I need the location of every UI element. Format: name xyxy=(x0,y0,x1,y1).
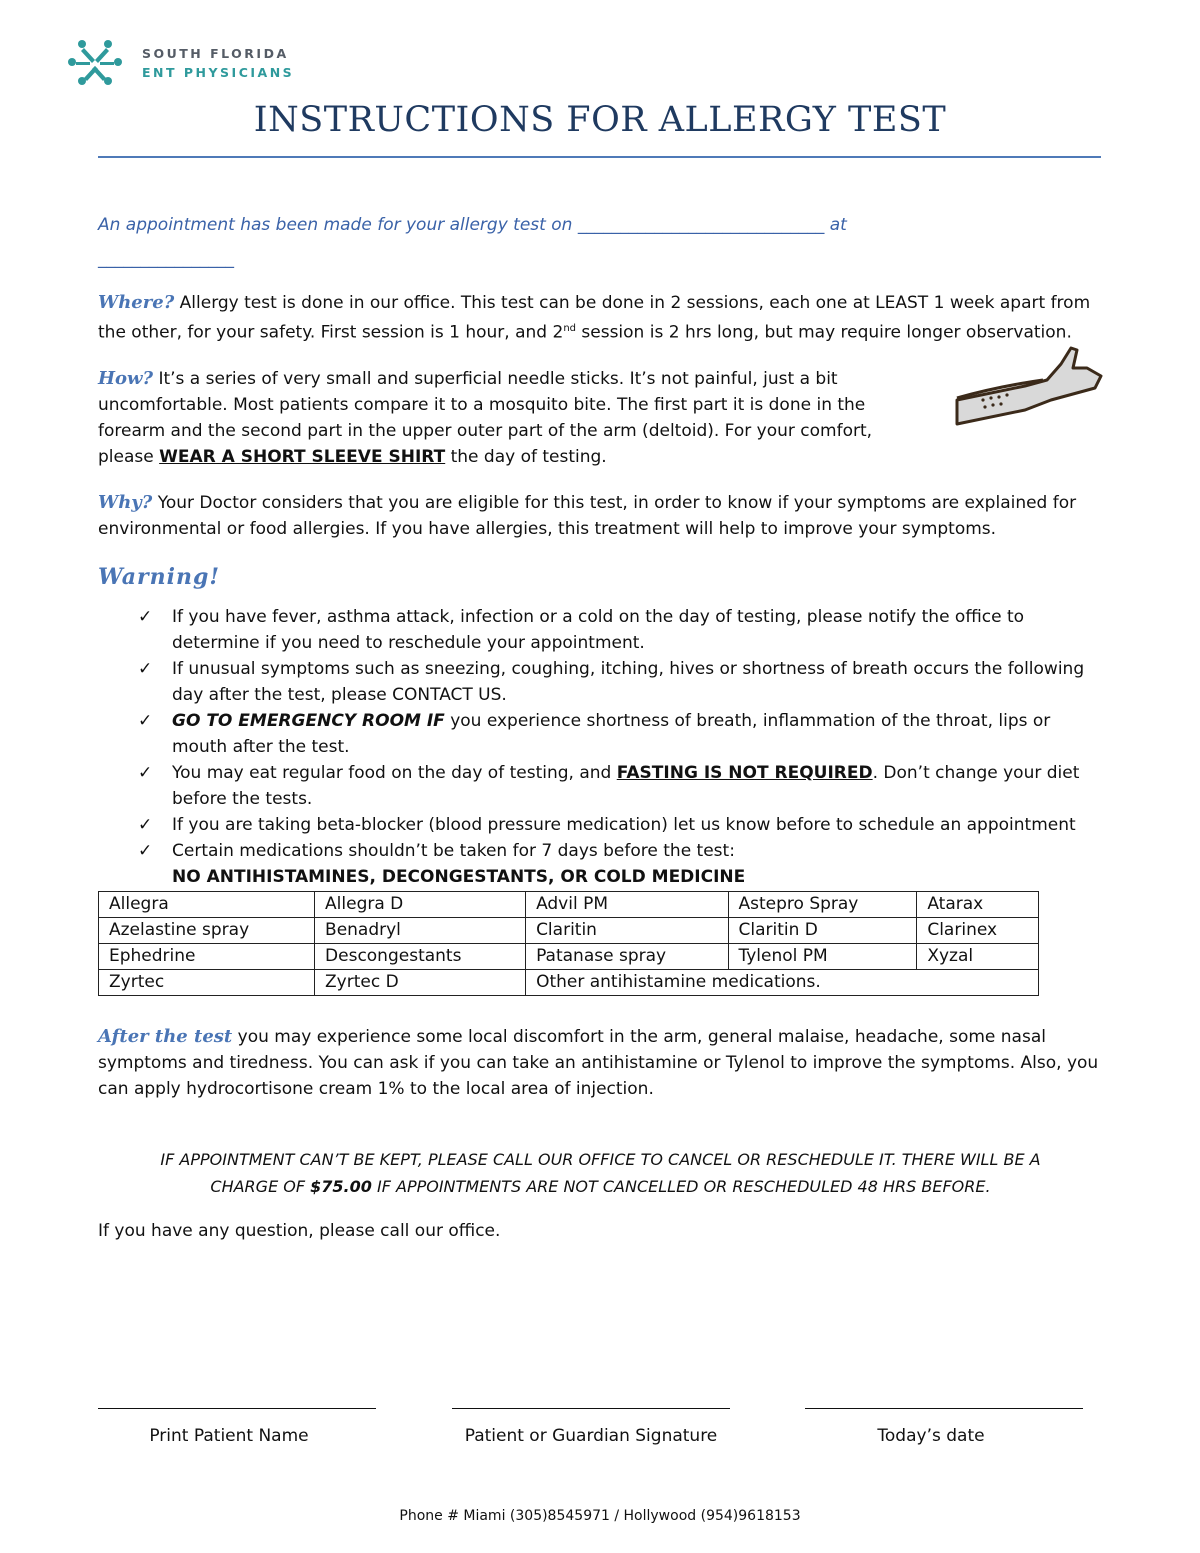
question-text: If you have any question, please call our office. xyxy=(98,1220,501,1241)
table-cell: Clarinex xyxy=(917,917,1039,943)
footer-phone: Phone # Miami (305)8545971 / Hollywood (954)9618153 xyxy=(399,1508,801,1524)
where-text-1: Allergy test is done in our office. This test can be done in 2 sessions, each one at LEAST 1 week apart from the other, for your safety. First session is 1 hour, and 2 xyxy=(98,293,1091,343)
notice-post: IF APPOINTMENTS ARE NOT CANCELLED OR RESCHEDULED 48 HRS BEFORE. xyxy=(371,1176,991,1196)
logo xyxy=(68,38,294,88)
table-cell: Ephedrine xyxy=(99,943,315,969)
appointment-date-blank: _____________________________ xyxy=(577,215,825,235)
print-name-label: Print Patient Name xyxy=(149,1426,309,1446)
how-label: How? xyxy=(98,367,154,389)
appointment-time-blank: ________________ xyxy=(98,249,234,269)
warning-item-2: If unusual symptoms such as sneezing, coughing, itching, hives or shortness of breath occurs the following day after the test, please CONTACT US. xyxy=(172,658,1085,705)
where-paragraph xyxy=(98,290,1103,346)
table-cell: Claritin D xyxy=(728,917,917,943)
notice-pre: CHARGE OF xyxy=(210,1176,311,1196)
warning-item-3-emphasis: GO TO EMERGENCY ROOM IF xyxy=(172,710,445,731)
list-item xyxy=(98,760,1103,812)
warning-item-4a: You may eat regular food on the day of testing, and xyxy=(172,762,617,783)
logo-icon xyxy=(68,38,122,88)
page-title: INSTRUCTIONS FOR ALLERGY TEST xyxy=(253,100,947,140)
check-icon: ✓ xyxy=(138,606,153,627)
how-paragraph xyxy=(98,366,1103,470)
title-divider xyxy=(98,156,1101,158)
signature-label: Patient or Guardian Signature xyxy=(464,1426,718,1446)
table-row xyxy=(99,891,1039,917)
cancellation-notice xyxy=(98,1146,1103,1200)
where-text-2: session is 2 hrs long, but may require longer observation. xyxy=(576,322,1072,343)
table-cell: Tylenol PM xyxy=(728,943,917,969)
table-cell: Xyzal xyxy=(917,943,1039,969)
table-row xyxy=(99,969,1039,995)
appointment-at: at xyxy=(829,215,847,235)
notice-line-1: IF APPOINTMENT CAN’T BE KEPT, PLEASE CALL OUR OFFICE TO CANCEL OR RESCHEDULE IT. THERE WILL BE A xyxy=(160,1149,1041,1169)
print-name-line xyxy=(98,1408,376,1409)
warning-item-6: Certain medications shouldn’t be taken for 7 days before the test: xyxy=(172,840,735,861)
warning-item-5: If you are taking beta-blocker (blood pressure medication) let us know before to schedule an appointment xyxy=(172,814,1076,835)
why-paragraph xyxy=(98,490,1103,542)
notice-amount: $75.00 xyxy=(310,1176,372,1196)
list-item xyxy=(98,838,1103,864)
how-text-1: It’s a series of very small and superficial needle sticks. It’s not painful, just a bit uncomfortable. Most patients compare it to a mosquito bite. The first part it is done in the forearm and the second part in the upper outer part of the arm (deltoid). For your comfort, please xyxy=(98,368,873,467)
after-text: you may experience some local discomfort in the arm, general malaise, headache, some nasal symptoms and tiredness. You can ask if you can take an antihistamine or Tylenol to improve the symptoms. Also, you can apply hydrocortisone cream 1% to the local area of injection. xyxy=(98,1026,1099,1099)
warning-heading: Warning! xyxy=(98,563,221,590)
table-cell: Atarax xyxy=(917,891,1039,917)
list-item xyxy=(98,708,1103,760)
list-item xyxy=(98,604,1103,656)
warning-item-3: you experience shortness of breath, inflammation of the throat, lips or mouth after the test. xyxy=(172,710,1051,757)
table-cell: Descongestants xyxy=(315,943,526,969)
list-item xyxy=(98,812,1103,838)
check-icon: ✓ xyxy=(138,762,153,783)
warning-item-1: If you have fever, asthma attack, infection or a cold on the day of testing, please notify the office to determine if you need to reschedule your appointment. xyxy=(172,606,1025,653)
check-icon: ✓ xyxy=(138,840,153,861)
document-body xyxy=(98,208,1103,1244)
table-cell: Zyrtec xyxy=(99,969,315,995)
table-row xyxy=(99,917,1039,943)
check-icon: ✓ xyxy=(138,710,153,731)
table-cell: Astepro Spray xyxy=(728,891,917,917)
table-row xyxy=(99,943,1039,969)
check-icon: ✓ xyxy=(138,658,153,679)
table-cell: Patanase spray xyxy=(526,943,728,969)
warning-list xyxy=(98,604,1103,864)
list-item xyxy=(98,656,1103,708)
table-cell: Azelastine spray xyxy=(99,917,315,943)
medications-table xyxy=(98,891,1039,996)
how-emphasis: WEAR A SHORT SLEEVE SHIRT xyxy=(159,446,446,467)
table-cell: Advil PM xyxy=(526,891,728,917)
table-cell: Zyrtec D xyxy=(315,969,526,995)
how-text-2: the day of testing. xyxy=(445,446,607,467)
date-label: Today’s date xyxy=(877,1426,985,1446)
no-antihistamines-heading: NO ANTIHISTAMINES, DECONGESTANTS, OR COLD MEDICINE xyxy=(172,866,746,887)
date-line xyxy=(805,1408,1083,1409)
table-cell: Allegra xyxy=(99,891,315,917)
table-cell: Other antihistamine medications. xyxy=(526,969,1039,995)
why-text: Your Doctor considers that you are eligible for this test, in order to know if your symptoms are explained for environmental or food allergies. If you have allergies, this treatment will help to improve your symptoms. xyxy=(98,492,1077,539)
after-label: After the test xyxy=(98,1025,233,1047)
check-icon: ✓ xyxy=(138,814,153,835)
why-label: Why? xyxy=(98,491,153,513)
logo-line1: SOUTH FLORIDA xyxy=(142,46,289,61)
warning-item-4b: . Don’t change your diet before the tests. xyxy=(172,762,1080,809)
table-cell: Benadryl xyxy=(315,917,526,943)
warning-item-4-emphasis: FASTING IS NOT REQUIRED xyxy=(616,762,873,783)
appointment-line xyxy=(98,208,1103,276)
after-paragraph xyxy=(98,1024,1103,1102)
where-sup: nd xyxy=(563,323,576,334)
logo-line2: ENT PHYSICIANS xyxy=(142,65,295,80)
appointment-text: An appointment has been made for your allergy test on xyxy=(98,215,573,235)
table-cell: Claritin xyxy=(526,917,728,943)
signature-line xyxy=(452,1408,730,1409)
table-cell: Allegra D xyxy=(315,891,526,917)
where-label: Where? xyxy=(98,292,175,313)
